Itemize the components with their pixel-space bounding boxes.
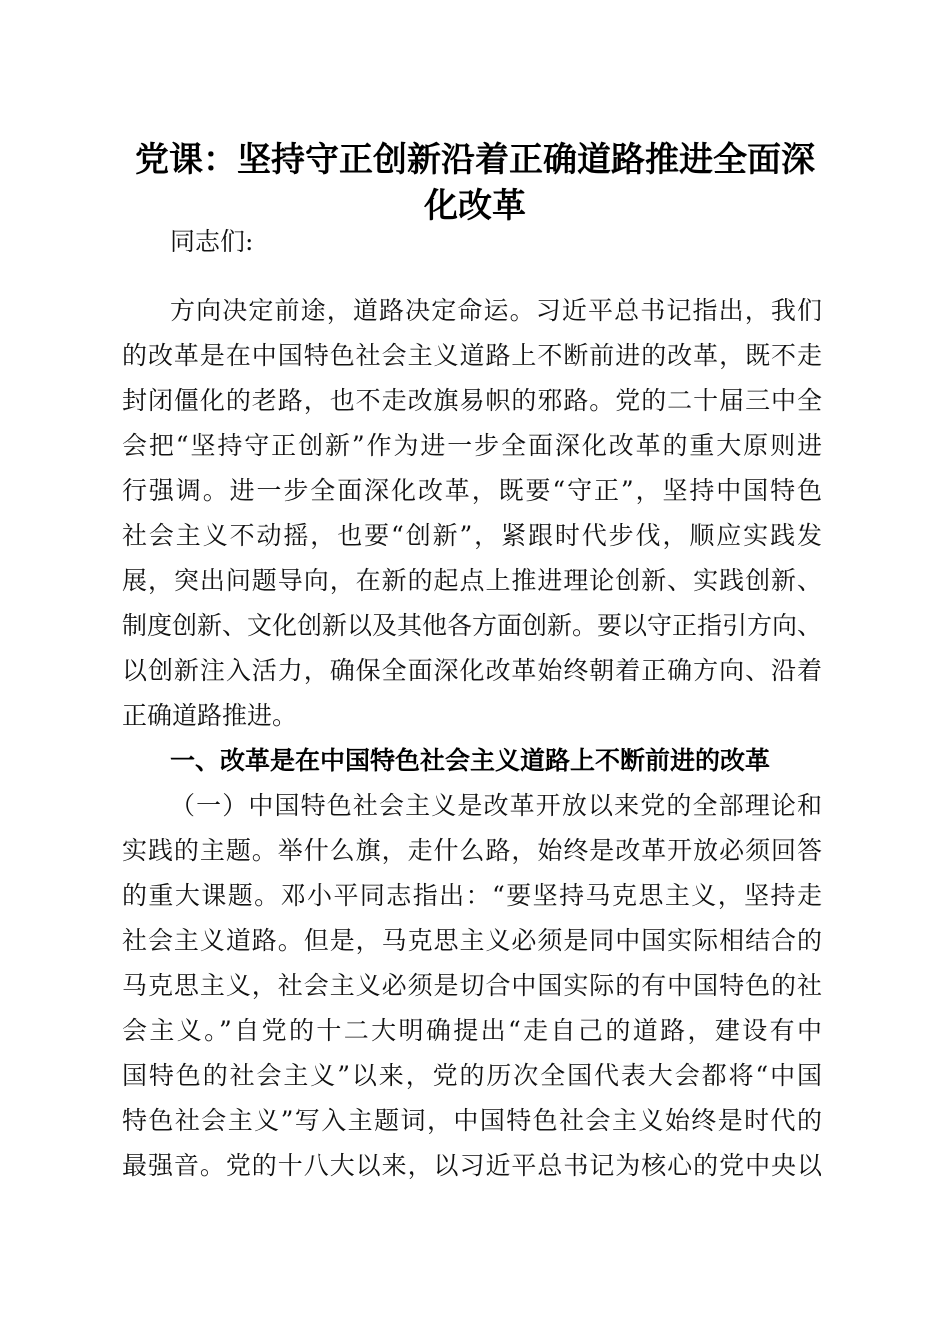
paragraph-1-line: 社会主义不动摇，也要“创新”，紧跟时代步伐，顺应实践发 bbox=[122, 521, 822, 550]
paragraph-1-line: 以创新注入活力，确保全面深化改革始终朝着正确方向、沿着 bbox=[122, 656, 822, 685]
paragraph-2-line: 国特色的社会主义”以来，党的历次全国代表大会都将“中国 bbox=[122, 1061, 822, 1090]
paragraph-2-line: 马克思主义，社会主义必须是切合中国实际的有中国特色的社 bbox=[122, 971, 822, 1000]
paragraph-1-line: 封闭僵化的老路，也不走改旗易帜的邪路。党的二十届三中全 bbox=[122, 386, 822, 415]
paragraph-1-line: 制度创新、文化创新以及其他各方面创新。要以守正指引方向、 bbox=[122, 611, 823, 640]
paragraph-2-line: 社会主义道路。但是，马克思主义必须是同中国实际相结合的 bbox=[122, 926, 822, 955]
paragraph-2-line: 最强音。党的十八大以来，以习近平总书记为核心的党中央以 bbox=[122, 1151, 822, 1180]
paragraph-2-line: 的重大课题。邓小平同志指出：“要坚持马克思主义，坚持走 bbox=[122, 881, 822, 910]
paragraph-1-line: 方向决定前途，道路决定命运。习近平总书记指出，我们 bbox=[170, 296, 822, 325]
section-1-heading: 一、改革是在中国特色社会主义道路上不断前进的改革 bbox=[170, 746, 771, 775]
greeting: 同志们: bbox=[170, 227, 254, 256]
paragraph-2-line: 特色社会主义”写入主题词，中国特色社会主义始终是时代的 bbox=[122, 1106, 822, 1135]
paragraph-1-line: 行强调。进一步全面深化改革，既要“守正”，坚持中国特色 bbox=[122, 476, 822, 505]
paragraph-1-line: 的改革是在中国特色社会主义道路上不断前进的改革，既不走 bbox=[122, 341, 822, 370]
paragraph-1-line: 正确道路推进。 bbox=[122, 701, 298, 730]
paragraph-2-line: 实践的主题。举什么旗，走什么路，始终是改革开放必须回答 bbox=[122, 836, 822, 865]
document-title-line-2: 化改革 bbox=[424, 186, 526, 226]
paragraph-2-line: 会主义。”自党的十二大明确提出“走自己的道路，建设有中 bbox=[122, 1016, 822, 1045]
document-title-line-1: 党课：坚持守正创新沿着正确道路推进全面深 bbox=[135, 140, 815, 180]
paragraph-1-line: 会把“坚持守正创新”作为进一步全面深化改革的重大原则进 bbox=[122, 431, 822, 460]
paragraph-1-line: 展，突出问题导向，在新的起点上推进理论创新、实践创新、 bbox=[122, 566, 822, 595]
paragraph-2-line: （一）中国特色社会主义是改革开放以来党的全部理论和 bbox=[170, 791, 822, 820]
